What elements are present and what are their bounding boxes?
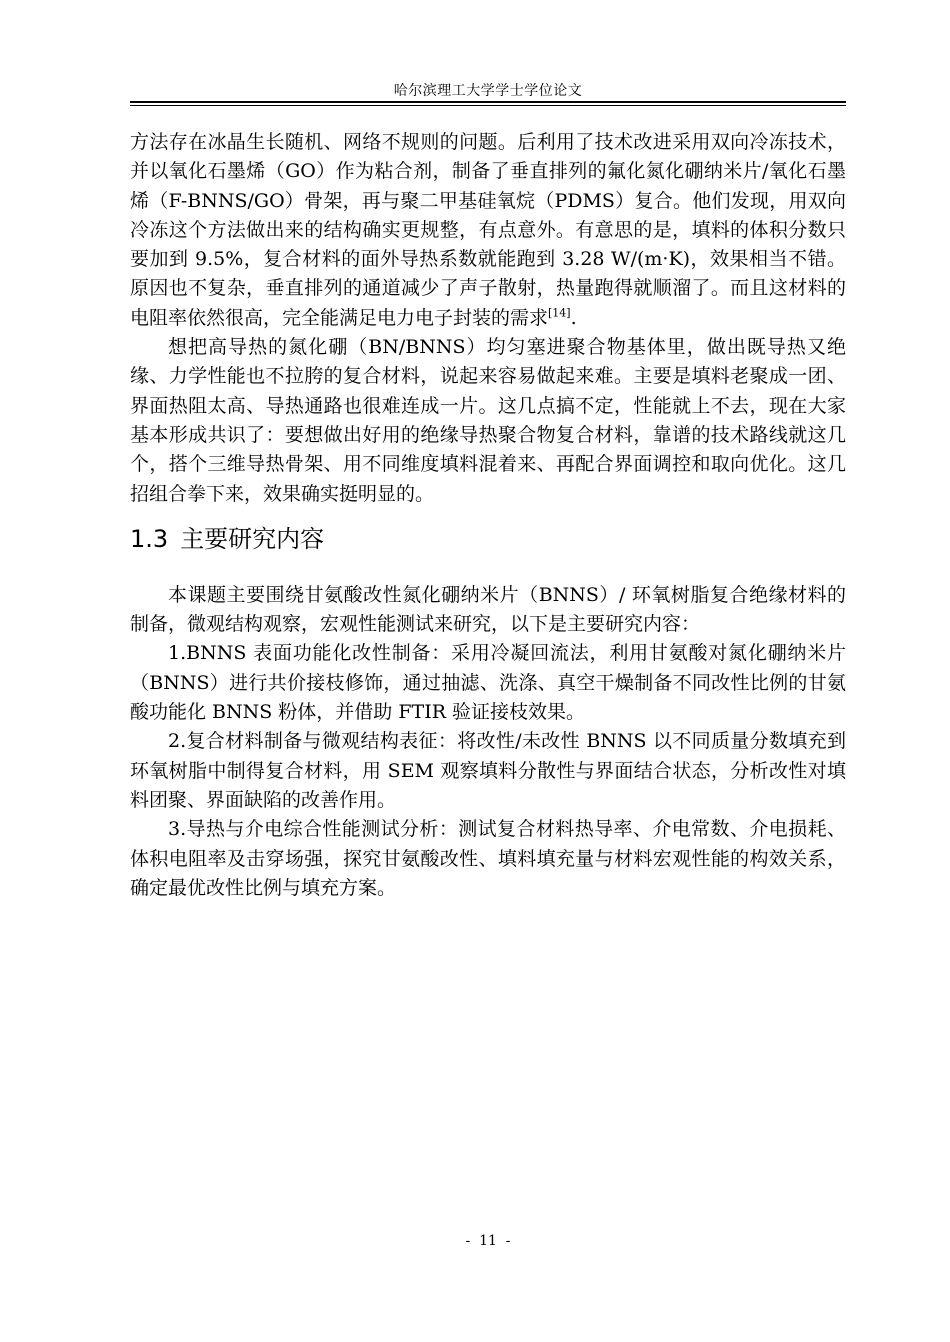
paragraph-end: . <box>570 306 577 329</box>
research-item: 3.导热与介电综合性能测试分析：测试复合材料热导率、介电常数、介电损耗、体积电阻率及击穿场强，探究甘氨酸改性、填料填充量与材料宏观性能的构效关系，确定最优改性比例与填充方案。 <box>130 818 846 899</box>
header-rule-thin <box>130 105 846 106</box>
research-item: 1.BNNS 表面功能化改性制备：采用冷凝回流法，利用甘氨酸对氮化硼纳米片（BNNS）进行共价接枝修饰，通过抽滤、洗涤、真空干燥制备不同改性比例的甘氨酸功能化 BNNS 粉体，并借助 FTIR 验证接枝效果。 <box>130 642 846 724</box>
paragraph: 想把高导热的氮化硼（BN/BNNS）均匀塞进聚合物基体里，做出既导热又绝缘、力学性能也不拉胯的复合材料，说起来容易做起来难。主要是填料老聚成一团、界面热阻太高、导热通路也很难连成一片。这几点搞不定，性能就上不去，现在大家基本形成共识了：要想做出好用的绝缘导热聚合物复合材料，靠谱的技术路线就这几个，搭个三维导热骨架、用不同维度填料混着来、再配合界面调控和取向优化。这几招组合拳下来，效果确实挺明显的。 <box>130 336 846 505</box>
section-intro: 本课题主要围绕甘氨酸改性氮化硼纳米片（BNNS）/ 环氧树脂复合绝缘材料的制备，微观结构观察，宏观性能测试来研究，以下是主要研究内容： <box>130 583 846 636</box>
section-number: 1.3 <box>130 524 169 553</box>
header-rule <box>130 101 846 103</box>
section-heading <box>130 523 846 555</box>
research-item: 2.复合材料制备与微观结构表征：将改性/未改性 BNNS 以不同质量分数填充到环氧树脂中制得复合材料，用 SEM 观察填料分散性与界面结合状态，分析改性对填料团聚、界面缺陷的改善作用。 <box>130 730 846 811</box>
page-number: - 11 - <box>465 1233 511 1249</box>
paragraph-text: 方法存在冰晶生长随机、网络不规则的问题。后利用了技术改进采用双向冷冻技术，并以氧化石墨烯（GO）作为粘合剂，制备了垂直排列的氟化氮化硼纳米片/氧化石墨烯（F-BNNS/GO）骨架，再与聚二甲基硅氧烷（PDMS）复合。他们发现，用双向冷冻这个方法做出来的结构确实更规整，有点意外。有意思的是，填料的体积分数只要加到 9.5%，复合材料的面外导热系数就能跑到 3.28 W/(m·K)，效果相当不错。原因也不复杂，垂直排列的通道减少了声子散射，热量跑得就顺溜了。而且这材料的电阻率依然很高，完全能满足电力电子封装的需求 <box>130 131 846 329</box>
citation-ref: [14] <box>548 306 571 320</box>
page-content <box>130 128 846 903</box>
running-header: 哈尔滨理工大学学士学位论文 <box>393 83 583 99</box>
paragraph-continued <box>130 128 846 333</box>
section-title: 主要研究内容 <box>180 524 325 553</box>
